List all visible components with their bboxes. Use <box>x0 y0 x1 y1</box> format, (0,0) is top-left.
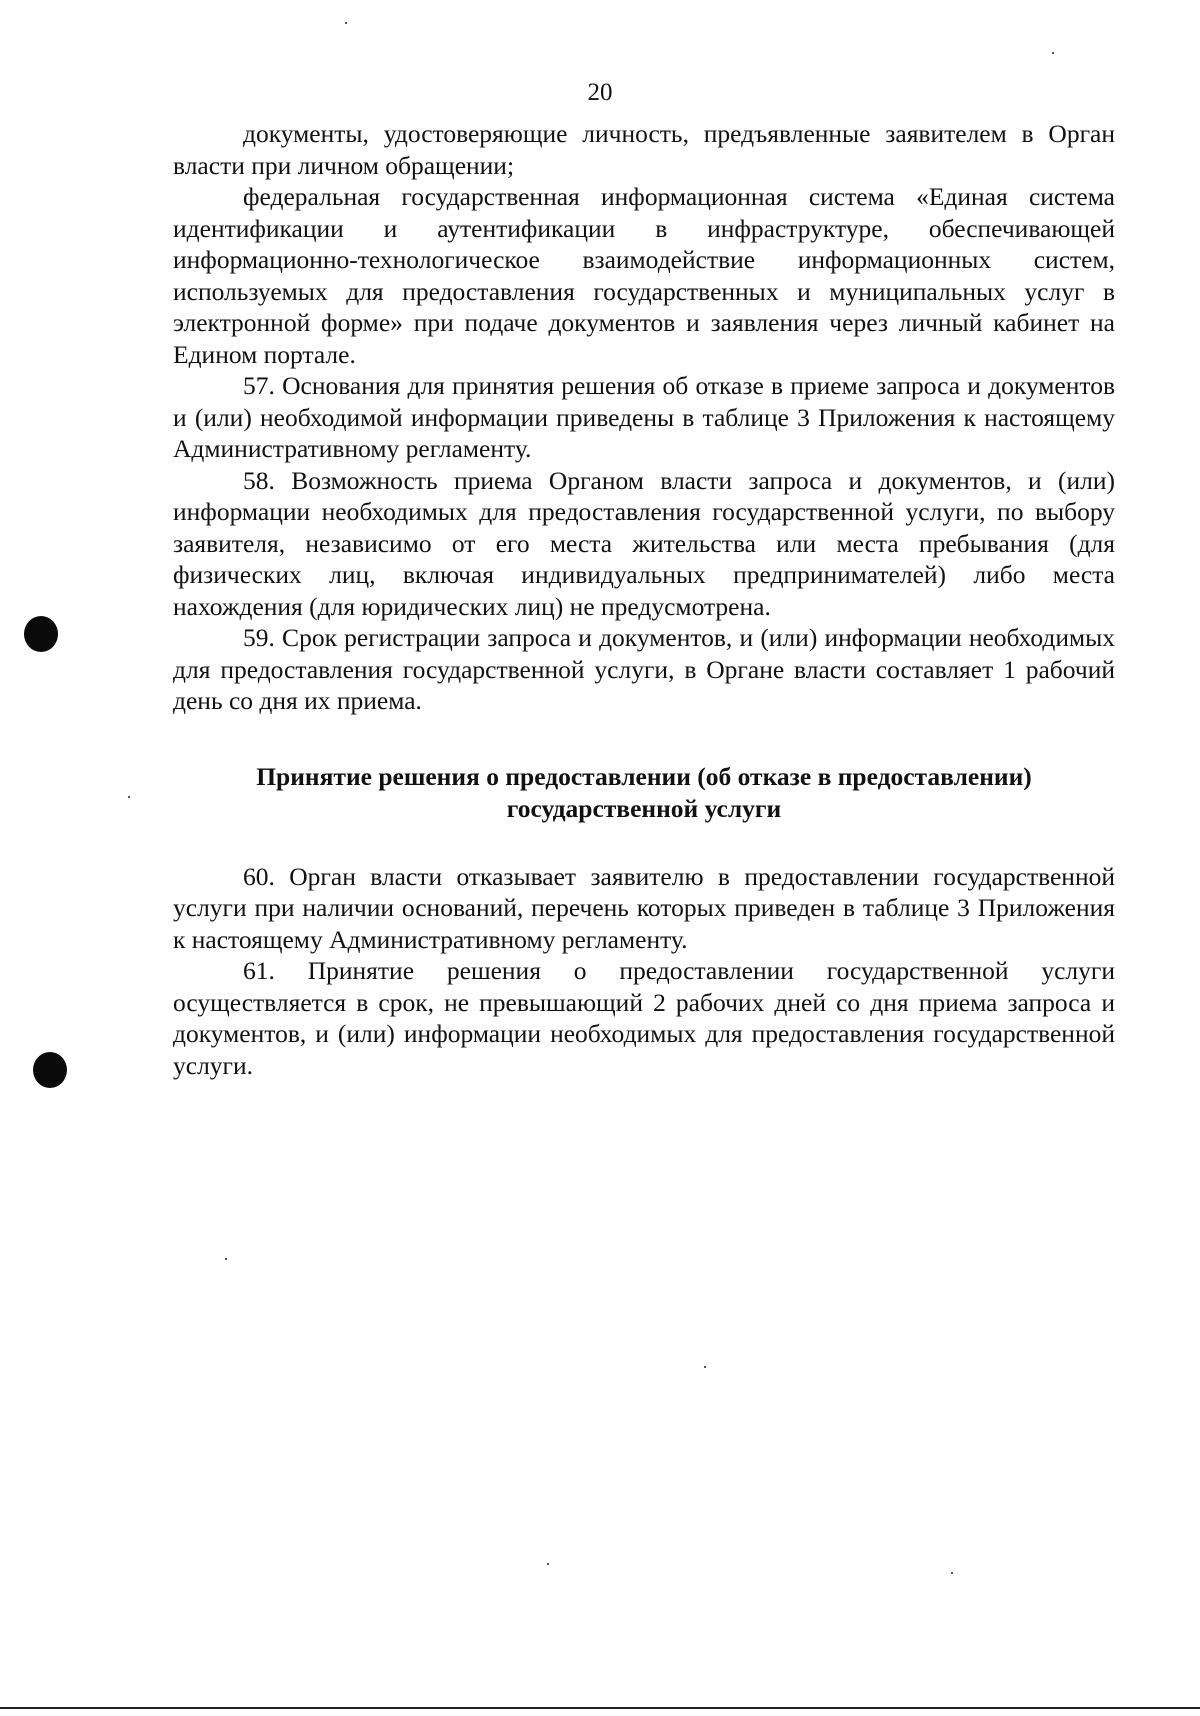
scan-speck <box>1052 52 1054 54</box>
paragraph-id-documents: документы, удостоверяющие личность, предъявленные заявителем в Орган власти при личном обращении; <box>173 119 1115 180</box>
scan-speck <box>225 1258 227 1260</box>
punch-hole-mark <box>33 1052 67 1088</box>
paragraph-59: 59. Срок регистрации запроса и документов, и (или) информации необходимых для предоставления государственной услуги, в Органе власти составляет 1 рабочий день со дня их приема. <box>173 623 1115 715</box>
document-body <box>173 118 1115 1081</box>
punch-hole-mark <box>24 616 58 652</box>
paragraph-57: 57. Основания для принятия решения об отказе в приеме запроса и документов и (или) необходимой информации приведены в таблице 3 Приложения к настоящему Административному регламенту. <box>173 371 1115 463</box>
paragraph-esia: федеральная государственная информационная система «Единая система идентификации и аутентификации в инфраструктуре, обеспечивающей информационно-технологическое взаимодействие информационных систем, используемых для предоставления государственных и муниципальных услуг в электронной форме» при подаче документов и заявления через личный кабинет на Едином портале. <box>173 182 1115 369</box>
page-number: 20 <box>587 79 613 106</box>
scan-speck <box>128 796 130 798</box>
section-heading-line-1: Принятие решения о предоставлении (об отказе в предоставлении) <box>256 761 1032 791</box>
scan-speck <box>951 1572 953 1574</box>
scan-speck <box>704 1366 706 1368</box>
paragraph-58: 58. Возможность приема Органом власти запроса и документов, и (или) информации необходимых для предоставления государственной услуги, по выбору заявителя, независимо от его места жительства или места пребывания (для физических лиц, включая индивидуальных предпринимателей) либо места нахождения (для юридических лиц) не предусмотрена. <box>173 465 1115 621</box>
paragraph-61: 61. Принятие решения о предоставлении государственной услуги осуществляется в срок, не превышающий 2 рабочих дней со дня приема запроса и документов, и (или) информации необходимых для предоставления государственной услуги. <box>173 956 1115 1080</box>
paragraph-60: 60. Орган власти отказывает заявителю в предоставлении государственной услуги при наличии оснований, перечень которых приведен в таблице 3 Приложения к настоящему Административному регламенту. <box>173 861 1115 954</box>
scan-speck <box>547 1563 549 1565</box>
section-heading-line-2: государственной услуги <box>506 793 782 823</box>
scan-bottom-edge <box>0 1707 1200 1709</box>
section-heading <box>173 761 1115 825</box>
scan-speck <box>345 22 347 24</box>
